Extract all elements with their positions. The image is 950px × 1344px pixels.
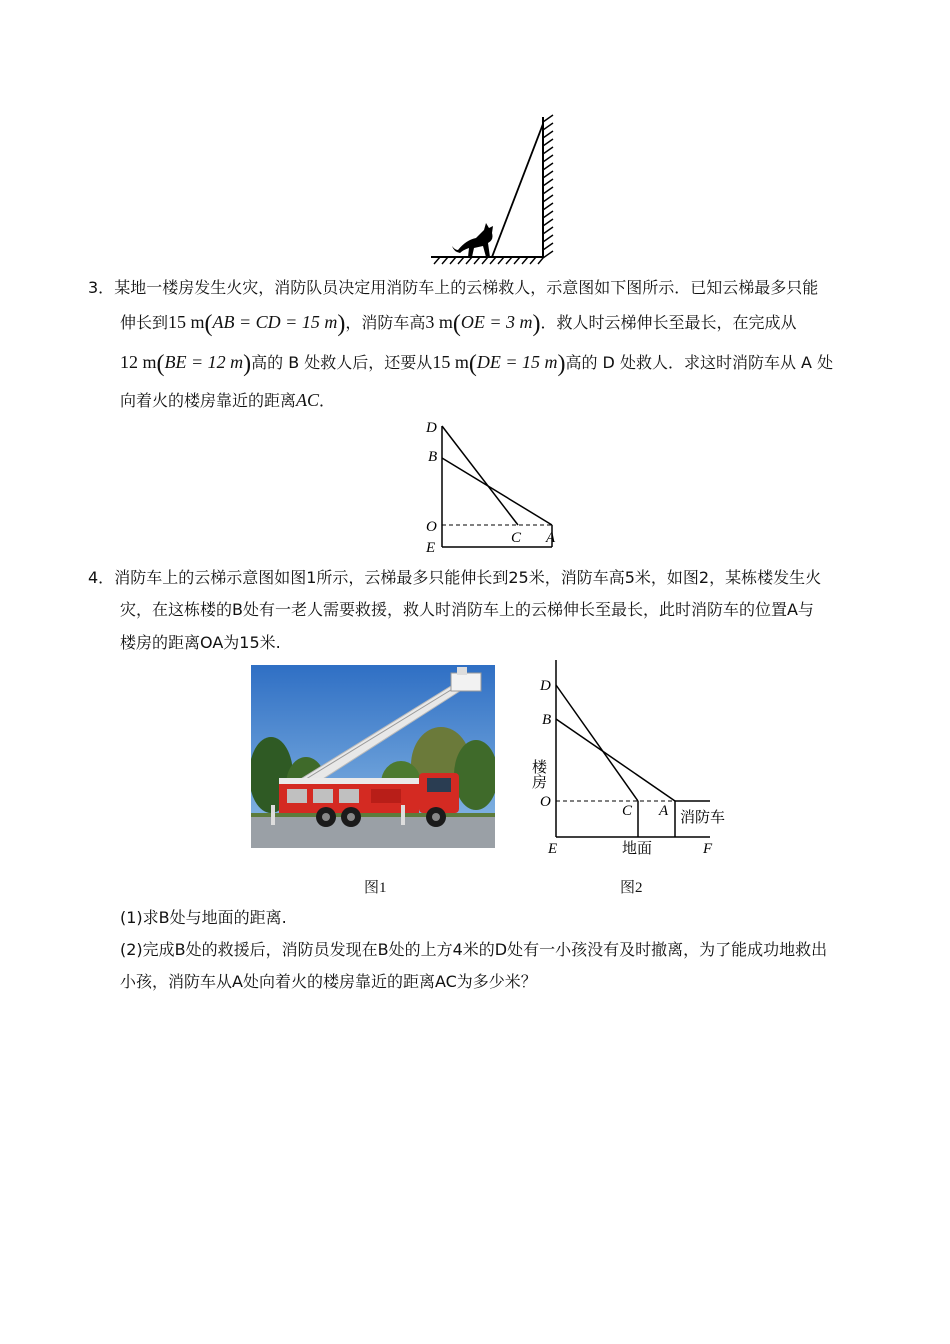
q3-math-15m-b: 15 m (432, 352, 469, 372)
q3-math-ac: AC (296, 390, 320, 410)
q3-math-12m: 12 m (120, 352, 157, 372)
q4-figure2 (530, 655, 745, 863)
q3-text-2d: ，消防车高 (345, 313, 426, 332)
q4-line-2 (120, 598, 814, 622)
q4-label-e: E (548, 841, 558, 857)
q3-math-3m: 3 m (425, 312, 453, 332)
q4-label-c: C (622, 803, 633, 819)
q4-sub-1: (1)求B处与地面的距离. (120, 908, 287, 927)
q4-text-3: 楼房的距离OA为15米. (120, 633, 281, 652)
q4-text-2: 灾，在这栋楼的B处有一老人需要救援，救人时消防车上的云梯伸长至最长，此时消防车的位置A与 (120, 600, 814, 619)
q3-label-a: A (546, 530, 556, 546)
q4-label-truck: 消防车 (680, 810, 726, 826)
q3-line-1 (88, 276, 818, 300)
fire-truck-photo (251, 665, 495, 848)
q4-label-a: A (659, 803, 669, 819)
right-paren: ) (243, 351, 252, 377)
q3-text-4a: 向着火的楼房靠近的距离 (120, 391, 297, 410)
q3-label-e: E (426, 540, 436, 556)
q4-sub-2-line-1: (2)完成B处的救援后，消防员发现在B处的上方4米的D处有一小孩没有及时撤离，为了能成功地救出 (120, 940, 828, 959)
q3-text-2g: ．救人时云梯伸长至最长，在完成从 (540, 313, 797, 332)
cat-ladder-figure (428, 112, 558, 267)
right-paren: ) (557, 351, 566, 377)
q4-text-1: 消防车上的云梯示意图如图1所示，云梯最多只能伸长到25米，消防车高5米，如图2，某栋楼发生火 (114, 568, 822, 587)
q4-label-ground: 地面 (622, 841, 653, 857)
q4-line-1 (88, 566, 821, 590)
left-paren: ( (452, 311, 461, 337)
left-paren: ( (156, 351, 165, 377)
q4-label-f: F (703, 841, 713, 857)
q3-line-3 (120, 350, 833, 376)
q3-number: 3． (88, 278, 115, 297)
q3-geometry-figure (420, 414, 570, 559)
q3-label-c: C (511, 530, 522, 546)
left-paren: ( (468, 351, 477, 377)
q3-text-3f: 高的 D 处救人．求这时消防车从 A 处 (565, 353, 834, 372)
q4-label-d: D (540, 678, 551, 694)
q3-line-2 (120, 310, 797, 336)
q4-label-b: B (542, 712, 552, 728)
q3-math-ab-cd: AB = CD = 15 m (212, 312, 338, 332)
q3-label-o: O (426, 519, 437, 535)
q3-math-de: DE = 15 m (476, 352, 558, 372)
q3-text-4c: ． (319, 391, 336, 410)
figure-2-caption: 图2 (620, 880, 643, 896)
q4-sub-2-line-2: 小孩，消防车从A处向着火的楼房靠近的距离AC为多少米？ (120, 972, 537, 991)
q3-text-2a: 伸长到 (120, 313, 169, 332)
q3-text-1: 某地一楼房发生火灾，消防队员决定用消防车上的云梯救人，示意图如下图所示．已知云梯最多只能 (114, 278, 819, 297)
right-paren: ) (337, 311, 346, 337)
q3-math-15m: 15 m (168, 312, 205, 332)
q4-label-o: O (540, 794, 551, 810)
q3-math-oe: OE = 3 m (460, 312, 533, 332)
figure-1-caption: 图1 (364, 880, 387, 896)
q3-math-be: BE = 12 m (164, 352, 244, 372)
q4-line-3 (120, 631, 281, 655)
left-paren: ( (204, 311, 213, 337)
q4-label-building: 楼房 (530, 759, 546, 789)
q3-text-3c: 高的 B 处救人后，还要从 (251, 353, 433, 372)
q3-line-4 (120, 388, 335, 413)
q4-number: 4． (88, 568, 115, 587)
right-paren: ) (532, 311, 541, 337)
q3-label-b: B (428, 449, 438, 465)
q3-label-d: D (426, 420, 437, 436)
